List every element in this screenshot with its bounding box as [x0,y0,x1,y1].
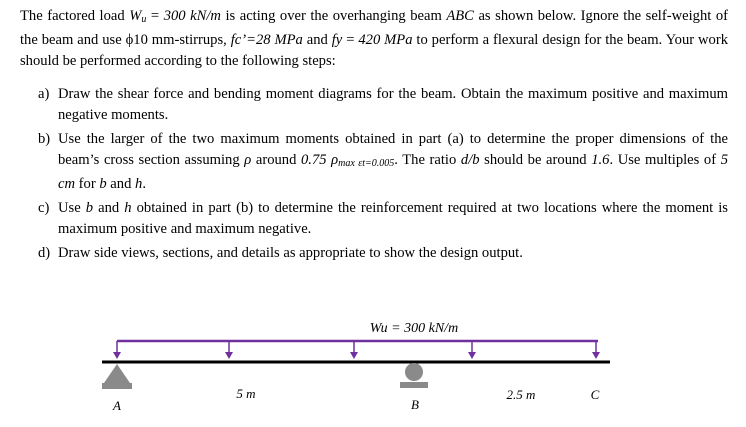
beam-name: ABC [446,8,474,24]
step-text: Use b and h obtained in part (b) to determine the reinforcement required at two locations where the moment is maximum positive and maximum negative. [58,200,728,237]
point-b-label: B [411,397,419,412]
load-symbol: $W_u$ [129,8,147,25]
span-ab-label: 5 m [236,386,256,401]
step-text: Draw the shear force and bending moment diagrams for the beam. Obtain the maximum positive and maximum negative moments. [58,86,728,123]
load-arrow [225,341,233,359]
step-marker: d) [38,245,51,261]
point-a-label: A [113,398,121,413]
step-marker: a) [38,86,50,102]
span-bc-label: 2.5 m [506,387,536,402]
step-text: Use the larger of the two maximum moments obtained in part (a) to determine the proper dimensions of the beam’s cross section assuming ρ around 0.75 $\rho_{max \varepsilon t=0.005}$. The ratio d/b should be around 1.6. Use multiples of 5 cm for b and h. [58,131,728,192]
step-text: Draw side views, sections, and details as appropriate to show the design output. [58,245,523,261]
load-arrow [113,341,121,359]
phi-symbol: ϕ [125,32,134,48]
roller-support-b [400,363,428,388]
point-c-label: C [590,387,600,402]
load-value: 300 kN/m [163,8,221,24]
load-arrow [350,341,358,359]
load-arrow [592,341,600,359]
step-marker: c) [38,200,50,216]
pin-support-a [102,364,132,389]
step-marker: b) [38,131,51,147]
problem-intro: The factored load $W_u = 300$ kN/m is acting over the overhanging beam ABC as shown below. Ignore the self-weight of the beam and use ϕ10 mm-stirrups, fc’=28 MPa and fy = 420 MPa to perform a flexural design for the beam. Your work should be performed according to the following steps: [20,8,729,69]
fc-value: fc’=28 MPa [230,32,303,48]
distributed-load [113,341,600,359]
fy-value: 420 MPa [358,32,413,48]
load-label: Wu = 300 kN/m [369,321,459,336]
fy-symbol: fy [331,32,343,48]
load-arrow [468,341,476,359]
